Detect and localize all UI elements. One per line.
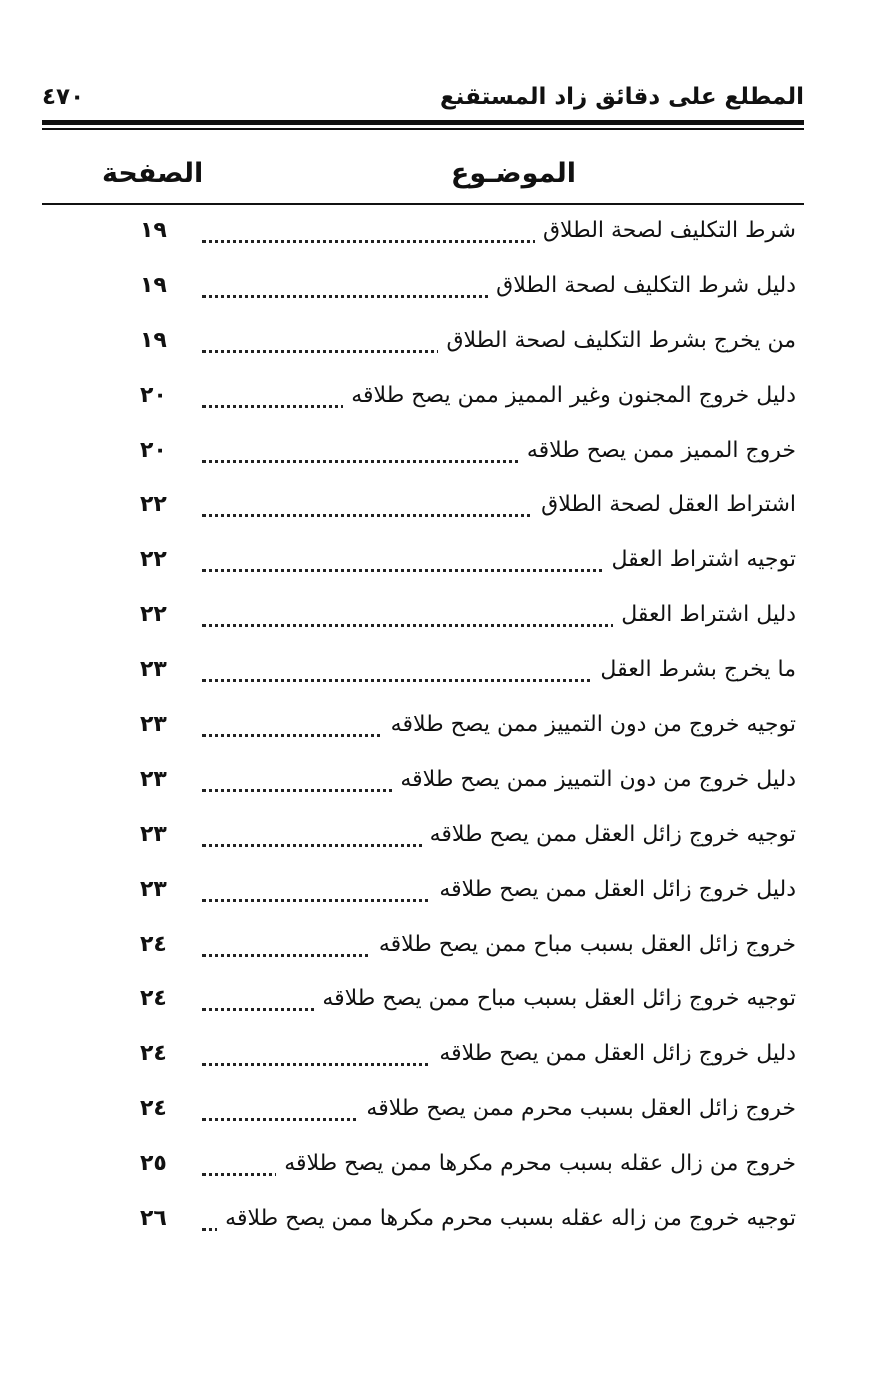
entry-page: ١٩ xyxy=(140,218,167,243)
column-heading-rule xyxy=(42,203,804,205)
toc-entry xyxy=(42,982,804,1037)
book-title: المطلع على دقائق زاد المستقنع xyxy=(439,84,804,110)
entry-title: دليل خروج من دون التمييز ممن يصح طلاقه xyxy=(392,767,796,792)
toc-entry xyxy=(42,1092,804,1147)
entry-page: ٢٣ xyxy=(140,657,167,683)
entry-page: ٢٢ xyxy=(140,547,167,573)
toc-entry xyxy=(42,708,804,763)
column-headings xyxy=(42,158,804,204)
toc-entry xyxy=(42,818,804,873)
entry-page: ١٩ xyxy=(140,327,167,353)
toc-entry xyxy=(42,1202,804,1257)
entry-title: دليل خروج المجنون وغير المميز ممن يصح طلاقه xyxy=(343,383,796,408)
entry-page: ٢٠ xyxy=(140,382,167,408)
entry-page: ٢٣ xyxy=(140,876,167,902)
entry-page: ٢٤ xyxy=(140,1041,167,1067)
toc-entry xyxy=(42,379,804,434)
toc-entry xyxy=(42,324,804,379)
entry-title: خروج من زال عقله بسبب محرم مكرها ممن يصح طلاقه xyxy=(276,1151,796,1176)
entry-title: دليل شرط التكليف لصحة الطلاق xyxy=(488,273,796,298)
toc-entry xyxy=(42,653,804,708)
entry-title: توجيه خروج زائل العقل بسبب مباح ممن يصح طلاقه xyxy=(314,986,796,1011)
entry-title: اشتراط العقل لصحة الطلاق xyxy=(533,492,796,517)
entry-page: ٢٣ xyxy=(140,821,167,847)
entry-title: خروج زائل العقل بسبب مباح ممن يصح طلاقه xyxy=(371,932,796,957)
toc-entry xyxy=(42,873,804,928)
entry-title: توجيه خروج زائل العقل ممن يصح طلاقه xyxy=(422,822,796,847)
entry-page: ٢٦ xyxy=(140,1206,167,1232)
entry-title: شرط التكليف لصحة الطلاق xyxy=(535,218,796,243)
toc-entry xyxy=(42,434,804,489)
header-rule-thick xyxy=(42,120,804,125)
entry-page: ٢٤ xyxy=(140,986,167,1012)
entry-title: خروج المميز ممن يصح طلاقه xyxy=(519,438,796,463)
entry-page: ٢٣ xyxy=(140,712,167,738)
subject-column-heading: الموضـوع xyxy=(450,158,576,189)
entry-title: توجيه خروج من دون التمييز ممن يصح طلاقه xyxy=(383,712,796,737)
entry-page: ٢٤ xyxy=(140,1096,167,1122)
toc-entry xyxy=(42,543,804,598)
entry-page: ٢٥ xyxy=(140,1151,167,1177)
entry-page: ٢٠ xyxy=(140,437,167,463)
toc-entry xyxy=(42,488,804,543)
running-header xyxy=(42,84,804,124)
toc-list xyxy=(42,214,804,1257)
entry-title: توجيه خروج من زاله عقله بسبب محرم مكرها ممن يصح طلاقه xyxy=(217,1206,796,1231)
entry-title: من يخرج بشرط التكليف لصحة الطلاق xyxy=(438,328,796,353)
toc-entry xyxy=(42,1147,804,1202)
entry-title: دليل خروج زائل العقل ممن يصح طلاقه xyxy=(431,877,796,902)
entry-page: ١٩ xyxy=(140,272,167,298)
toc-entry xyxy=(42,598,804,653)
entry-title: دليل خروج زائل العقل ممن يصح طلاقه xyxy=(431,1041,796,1066)
page-number: ٤٧٠ xyxy=(42,84,85,110)
entry-page: ٢٢ xyxy=(140,492,167,518)
toc-entry xyxy=(42,928,804,983)
entry-page: ٢٢ xyxy=(140,602,167,628)
entry-page: ٢٤ xyxy=(140,931,167,957)
entry-title: خروج زائل العقل بسبب محرم ممن يصح طلاقه xyxy=(358,1096,796,1121)
toc-entry xyxy=(42,269,804,324)
toc-entry xyxy=(42,214,804,269)
toc-entry xyxy=(42,763,804,818)
page-column-heading: الصفحة xyxy=(102,158,204,189)
toc-entry xyxy=(42,1037,804,1092)
entry-title: ما يخرج بشرط العقل xyxy=(592,657,796,682)
entry-title: توجيه اشتراط العقل xyxy=(603,547,796,572)
header-rule-thin xyxy=(42,128,804,130)
entry-title: دليل اشتراط العقل xyxy=(613,602,796,627)
entry-page: ٢٣ xyxy=(140,766,167,792)
